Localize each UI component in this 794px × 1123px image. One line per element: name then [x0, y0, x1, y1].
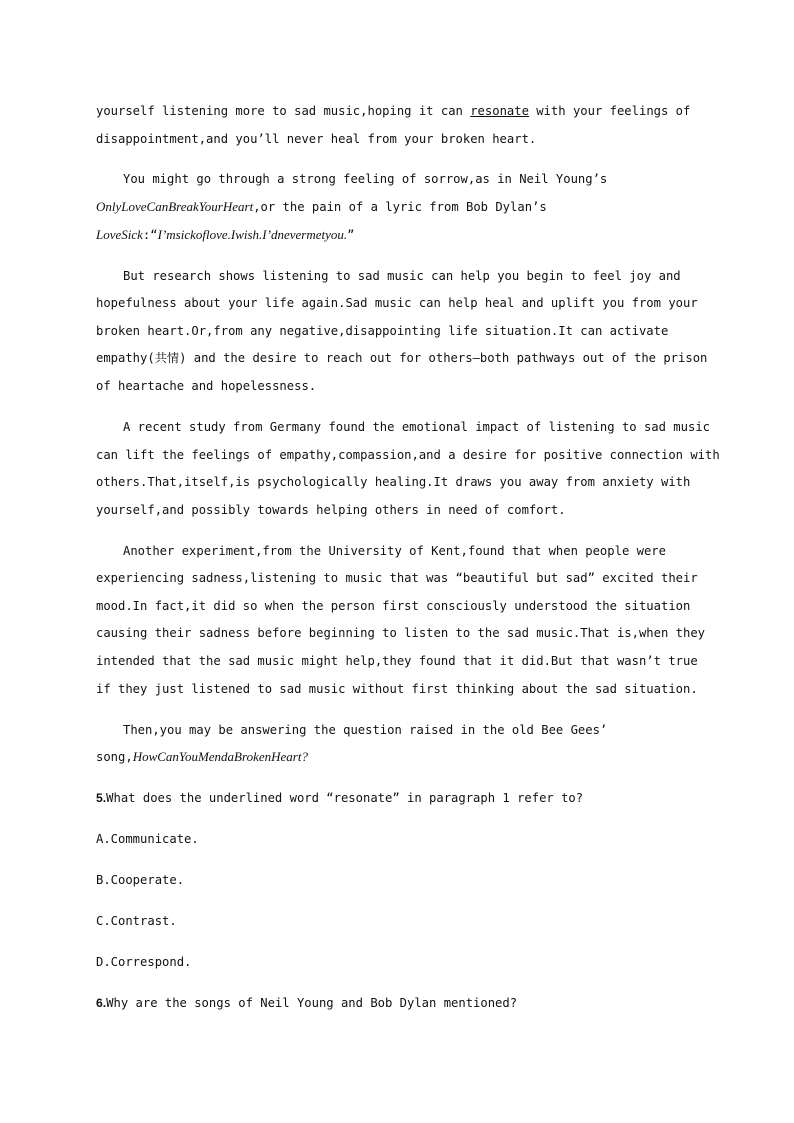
paragraph-2-line-1: You might go through a strong feeling of sorrow,as in Neil Young’s — [123, 172, 608, 186]
paragraph-4-line-2: can lift the feelings of empathy,compassion,and a desire for positive connection with — [96, 448, 720, 462]
paragraph-5-line-3: mood.In fact,it did so when the person first consciously understood the situation — [96, 599, 691, 613]
text-span: with your feelings of — [528, 104, 691, 118]
paragraph-4-line-4: yourself,and possibly towards helping others in need of comfort. — [96, 503, 566, 517]
paragraph-3-line-4: empathy(共情) and the desire to reach out for others—both pathways out of the prison — [96, 351, 708, 365]
question-5-option-b: B.Cooperate. — [96, 873, 185, 887]
text-span: ,or the pain of a lyric from Bob Dylan’s — [253, 200, 547, 214]
paragraph-5-line-1: Another experiment,from the University of Kent,found that when people were — [123, 544, 666, 558]
paragraph-5-line-6: if they just listened to sad music without first thinking about the sad situation. — [96, 682, 698, 696]
question-text: What does the underlined word “resonate” in paragraph 1 refer to? — [106, 791, 584, 805]
paragraph-1-line-1 — [96, 103, 690, 119]
paragraph-2-line-2 — [96, 199, 547, 215]
paragraph-5-line-2: experiencing sadness,listening to music that was “beautiful but sad” excited their — [96, 571, 698, 585]
question-5 — [96, 790, 583, 806]
text-span: ” — [347, 228, 355, 242]
question-5-option-d: D.Correspond. — [96, 955, 192, 969]
paragraph-6-line-1: Then,you may be answering the question raised in the old Bee Gees’ — [123, 723, 608, 737]
text-span: yourself listening more to sad music,hoping it can — [96, 104, 471, 118]
question-5-option-a: A.Communicate. — [96, 832, 199, 846]
lyric-quote: I’msickoflove.Iwish.I’dnevermetyou. — [157, 227, 348, 242]
underlined-word-resonate: resonate — [470, 104, 529, 118]
paragraph-3-line-2: hopefulness about your life again.Sad music can help heal and uplift you from your — [96, 296, 698, 310]
paragraph-5-line-5: intended that the sad music might help,they found that it did.But that wasn’t true — [96, 654, 698, 668]
paragraph-6-line-2 — [96, 749, 308, 765]
question-6 — [96, 995, 517, 1011]
paragraph-5-line-4: causing their sadness before beginning to listen to the sad music.That is,when they — [96, 626, 706, 640]
paragraph-3-line-3: broken heart.Or,from any negative,disappointing life situation.It can activate — [96, 324, 669, 338]
paragraph-3-line-5: of heartache and hopelessness. — [96, 379, 317, 393]
text-span: song, — [96, 750, 133, 764]
text-span: :“ — [142, 228, 158, 242]
paragraph-3-line-1: But research shows listening to sad music can help you begin to feel joy and — [123, 269, 681, 283]
song-title-love-sick: LoveSick — [96, 227, 143, 242]
question-number: 5. — [96, 791, 107, 805]
song-title-mend-heart: HowCanYouMendaBrokenHeart? — [132, 749, 308, 764]
song-title-only-love: OnlyLoveCanBreakYourHeart — [96, 199, 254, 214]
paragraph-4-line-1: A recent study from Germany found the emotional impact of listening to sad music — [123, 420, 710, 434]
paragraph-4-line-3: others.That,itself,is psychologically healing.It draws you away from anxiety with — [96, 475, 691, 489]
paragraph-2-line-3 — [96, 227, 354, 243]
paragraph-1-line-2: disappointment,and you’ll never heal from your broken heart. — [96, 132, 537, 146]
question-5-option-c: C.Contrast. — [96, 914, 177, 928]
question-text: Why are the songs of Neil Young and Bob Dylan mentioned? — [106, 996, 518, 1010]
question-number: 6. — [96, 996, 107, 1010]
